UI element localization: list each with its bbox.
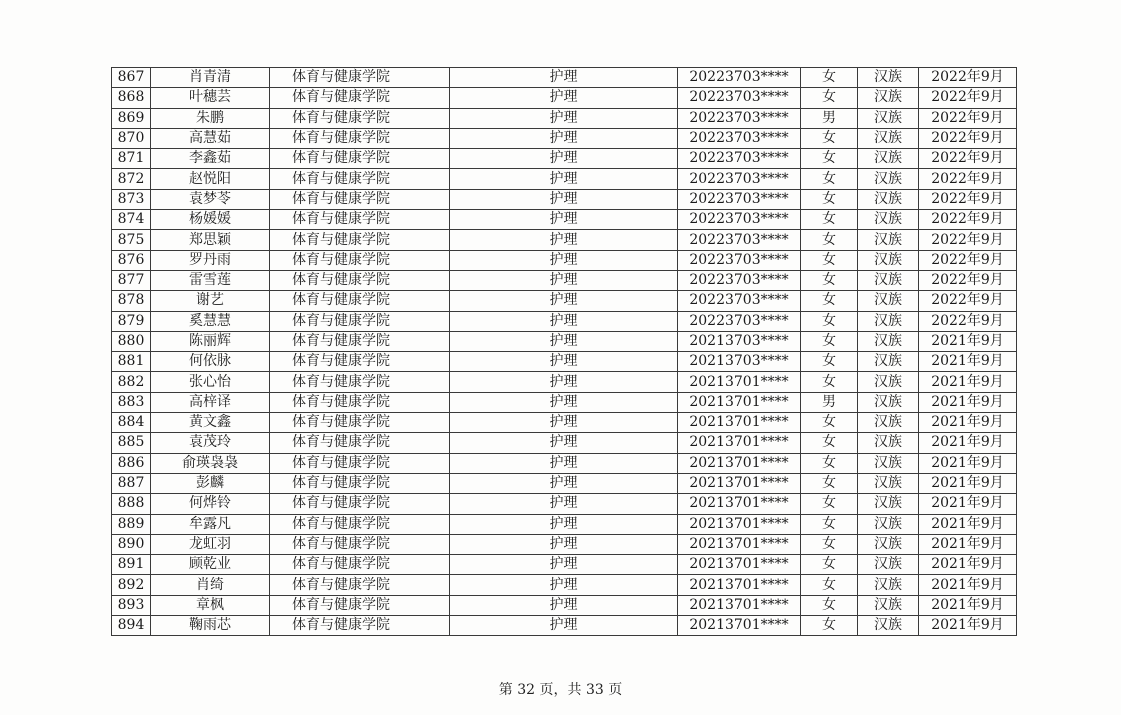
student-id-cell: 20223703**** bbox=[678, 149, 801, 169]
major-name-cell: 护理 bbox=[450, 128, 678, 148]
student-name-cell: 谢艺 bbox=[151, 291, 270, 311]
major-name-cell: 护理 bbox=[450, 210, 678, 230]
gender-cell: 女 bbox=[801, 372, 858, 392]
gender-cell: 女 bbox=[801, 331, 858, 351]
gender-cell: 女 bbox=[801, 230, 858, 250]
ethnicity-cell: 汉族 bbox=[858, 616, 919, 636]
ethnicity-cell: 汉族 bbox=[858, 413, 919, 433]
gender-cell: 男 bbox=[801, 392, 858, 412]
student-name-cell: 高慧茹 bbox=[151, 128, 270, 148]
ethnicity-cell: 汉族 bbox=[858, 128, 919, 148]
table-row bbox=[112, 149, 1017, 169]
student-name-cell: 郑思颖 bbox=[151, 230, 270, 250]
table-row bbox=[112, 473, 1017, 493]
gender-cell: 女 bbox=[801, 473, 858, 493]
enrollment-date-cell: 2021年9月 bbox=[919, 372, 1017, 392]
major-name-cell: 护理 bbox=[450, 169, 678, 189]
ethnicity-cell: 汉族 bbox=[858, 68, 919, 88]
student-name-cell: 彭麟 bbox=[151, 473, 270, 493]
gender-cell: 女 bbox=[801, 575, 858, 595]
gender-cell: 女 bbox=[801, 352, 858, 372]
student-name-cell: 何烨铃 bbox=[151, 494, 270, 514]
row-index-cell: 884 bbox=[112, 413, 151, 433]
major-name-cell: 护理 bbox=[450, 555, 678, 575]
major-name-cell: 护理 bbox=[450, 352, 678, 372]
gender-cell: 女 bbox=[801, 555, 858, 575]
gender-cell: 女 bbox=[801, 88, 858, 108]
gender-cell: 女 bbox=[801, 534, 858, 554]
table-row bbox=[112, 616, 1017, 636]
table-row bbox=[112, 210, 1017, 230]
ethnicity-cell: 汉族 bbox=[858, 372, 919, 392]
row-index-cell: 894 bbox=[112, 616, 151, 636]
enrollment-date-cell: 2021年9月 bbox=[919, 555, 1017, 575]
row-index-cell: 873 bbox=[112, 189, 151, 209]
student-name-cell: 袁梦苓 bbox=[151, 189, 270, 209]
ethnicity-cell: 汉族 bbox=[858, 352, 919, 372]
enrollment-date-cell: 2022年9月 bbox=[919, 210, 1017, 230]
enrollment-date-cell: 2021年9月 bbox=[919, 595, 1017, 615]
row-index-cell: 889 bbox=[112, 514, 151, 534]
student-name-cell: 陈丽辉 bbox=[151, 331, 270, 351]
ethnicity-cell: 汉族 bbox=[858, 514, 919, 534]
college-name-cell: 体育与健康学院 bbox=[270, 210, 450, 230]
college-name-cell: 体育与健康学院 bbox=[270, 88, 450, 108]
gender-cell: 女 bbox=[801, 270, 858, 290]
student-name-cell: 龙虹羽 bbox=[151, 534, 270, 554]
student-id-cell: 20223703**** bbox=[678, 210, 801, 230]
enrollment-date-cell: 2022年9月 bbox=[919, 189, 1017, 209]
gender-cell: 女 bbox=[801, 311, 858, 331]
row-index-cell: 890 bbox=[112, 534, 151, 554]
row-index-cell: 871 bbox=[112, 149, 151, 169]
student-id-cell: 20223703**** bbox=[678, 270, 801, 290]
ethnicity-cell: 汉族 bbox=[858, 210, 919, 230]
major-name-cell: 护理 bbox=[450, 392, 678, 412]
college-name-cell: 体育与健康学院 bbox=[270, 433, 450, 453]
gender-cell: 女 bbox=[801, 514, 858, 534]
row-index-cell: 887 bbox=[112, 473, 151, 493]
enrollment-date-cell: 2021年9月 bbox=[919, 494, 1017, 514]
row-index-cell: 888 bbox=[112, 494, 151, 514]
student-name-cell: 雷雪莲 bbox=[151, 270, 270, 290]
table-row bbox=[112, 453, 1017, 473]
major-name-cell: 护理 bbox=[450, 331, 678, 351]
ethnicity-cell: 汉族 bbox=[858, 494, 919, 514]
row-index-cell: 880 bbox=[112, 331, 151, 351]
row-index-cell: 875 bbox=[112, 230, 151, 250]
enrollment-date-cell: 2021年9月 bbox=[919, 575, 1017, 595]
major-name-cell: 护理 bbox=[450, 230, 678, 250]
college-name-cell: 体育与健康学院 bbox=[270, 291, 450, 311]
student-name-cell: 张心怡 bbox=[151, 372, 270, 392]
student-id-cell: 20213701**** bbox=[678, 555, 801, 575]
table-row bbox=[112, 128, 1017, 148]
table-row bbox=[112, 108, 1017, 128]
gender-cell: 女 bbox=[801, 413, 858, 433]
major-name-cell: 护理 bbox=[450, 149, 678, 169]
table-row bbox=[112, 250, 1017, 270]
row-index-cell: 891 bbox=[112, 555, 151, 575]
enrollment-date-cell: 2021年9月 bbox=[919, 473, 1017, 493]
student-name-cell: 章枫 bbox=[151, 595, 270, 615]
gender-cell: 女 bbox=[801, 595, 858, 615]
enrollment-date-cell: 2022年9月 bbox=[919, 128, 1017, 148]
major-name-cell: 护理 bbox=[450, 189, 678, 209]
ethnicity-cell: 汉族 bbox=[858, 392, 919, 412]
table-row bbox=[112, 291, 1017, 311]
major-name-cell: 护理 bbox=[450, 453, 678, 473]
table-row bbox=[112, 311, 1017, 331]
roster-table bbox=[111, 67, 1017, 636]
table-row bbox=[112, 413, 1017, 433]
enrollment-date-cell: 2022年9月 bbox=[919, 88, 1017, 108]
major-name-cell: 护理 bbox=[450, 88, 678, 108]
student-id-cell: 20213703**** bbox=[678, 331, 801, 351]
student-id-cell: 20213701**** bbox=[678, 413, 801, 433]
row-index-cell: 881 bbox=[112, 352, 151, 372]
college-name-cell: 体育与健康学院 bbox=[270, 169, 450, 189]
enrollment-date-cell: 2021年9月 bbox=[919, 514, 1017, 534]
student-name-cell: 俞瑛袅袅 bbox=[151, 453, 270, 473]
table-row bbox=[112, 392, 1017, 412]
table-row bbox=[112, 230, 1017, 250]
student-id-cell: 20213701**** bbox=[678, 433, 801, 453]
student-id-cell: 20213701**** bbox=[678, 392, 801, 412]
row-index-cell: 879 bbox=[112, 311, 151, 331]
student-id-cell: 20223703**** bbox=[678, 88, 801, 108]
gender-cell: 女 bbox=[801, 210, 858, 230]
row-index-cell: 877 bbox=[112, 270, 151, 290]
row-index-cell: 872 bbox=[112, 169, 151, 189]
student-id-cell: 20223703**** bbox=[678, 230, 801, 250]
student-name-cell: 顾乾业 bbox=[151, 555, 270, 575]
table-row bbox=[112, 595, 1017, 615]
college-name-cell: 体育与健康学院 bbox=[270, 189, 450, 209]
gender-cell: 女 bbox=[801, 189, 858, 209]
enrollment-date-cell: 2022年9月 bbox=[919, 169, 1017, 189]
college-name-cell: 体育与健康学院 bbox=[270, 534, 450, 554]
college-name-cell: 体育与健康学院 bbox=[270, 494, 450, 514]
ethnicity-cell: 汉族 bbox=[858, 453, 919, 473]
student-name-cell: 何依脉 bbox=[151, 352, 270, 372]
gender-cell: 女 bbox=[801, 250, 858, 270]
gender-cell: 女 bbox=[801, 169, 858, 189]
enrollment-date-cell: 2022年9月 bbox=[919, 230, 1017, 250]
student-name-cell: 肖绮 bbox=[151, 575, 270, 595]
gender-cell: 女 bbox=[801, 433, 858, 453]
ethnicity-cell: 汉族 bbox=[858, 534, 919, 554]
major-name-cell: 护理 bbox=[450, 372, 678, 392]
student-name-cell: 牟露凡 bbox=[151, 514, 270, 534]
student-name-cell: 袁茂玲 bbox=[151, 433, 270, 453]
enrollment-date-cell: 2021年9月 bbox=[919, 352, 1017, 372]
table-row bbox=[112, 68, 1017, 88]
gender-cell: 女 bbox=[801, 494, 858, 514]
ethnicity-cell: 汉族 bbox=[858, 230, 919, 250]
student-id-cell: 20223703**** bbox=[678, 128, 801, 148]
student-id-cell: 20223703**** bbox=[678, 250, 801, 270]
college-name-cell: 体育与健康学院 bbox=[270, 453, 450, 473]
ethnicity-cell: 汉族 bbox=[858, 595, 919, 615]
row-index-cell: 867 bbox=[112, 68, 151, 88]
ethnicity-cell: 汉族 bbox=[858, 189, 919, 209]
college-name-cell: 体育与健康学院 bbox=[270, 128, 450, 148]
student-id-cell: 20213701**** bbox=[678, 494, 801, 514]
major-name-cell: 护理 bbox=[450, 575, 678, 595]
table-row bbox=[112, 433, 1017, 453]
roster-table-body bbox=[112, 68, 1017, 636]
table-row bbox=[112, 372, 1017, 392]
college-name-cell: 体育与健康学院 bbox=[270, 372, 450, 392]
table-row bbox=[112, 169, 1017, 189]
row-index-cell: 869 bbox=[112, 108, 151, 128]
ethnicity-cell: 汉族 bbox=[858, 555, 919, 575]
ethnicity-cell: 汉族 bbox=[858, 433, 919, 453]
student-id-cell: 20223703**** bbox=[678, 68, 801, 88]
student-name-cell: 奚慧慧 bbox=[151, 311, 270, 331]
page-footer: 第 32 页，共 33 页 bbox=[498, 682, 623, 698]
college-name-cell: 体育与健康学院 bbox=[270, 108, 450, 128]
college-name-cell: 体育与健康学院 bbox=[270, 230, 450, 250]
gender-cell: 女 bbox=[801, 291, 858, 311]
college-name-cell: 体育与健康学院 bbox=[270, 595, 450, 615]
student-name-cell: 朱鹏 bbox=[151, 108, 270, 128]
major-name-cell: 护理 bbox=[450, 413, 678, 433]
row-index-cell: 885 bbox=[112, 433, 151, 453]
enrollment-date-cell: 2022年9月 bbox=[919, 68, 1017, 88]
student-id-cell: 20213701**** bbox=[678, 595, 801, 615]
college-name-cell: 体育与健康学院 bbox=[270, 331, 450, 351]
enrollment-date-cell: 2021年9月 bbox=[919, 413, 1017, 433]
major-name-cell: 护理 bbox=[450, 68, 678, 88]
ethnicity-cell: 汉族 bbox=[858, 311, 919, 331]
enrollment-date-cell: 2022年9月 bbox=[919, 291, 1017, 311]
row-index-cell: 893 bbox=[112, 595, 151, 615]
table-row bbox=[112, 352, 1017, 372]
row-index-cell: 874 bbox=[112, 210, 151, 230]
college-name-cell: 体育与健康学院 bbox=[270, 392, 450, 412]
enrollment-date-cell: 2021年9月 bbox=[919, 453, 1017, 473]
student-id-cell: 20213701**** bbox=[678, 372, 801, 392]
enrollment-date-cell: 2021年9月 bbox=[919, 331, 1017, 351]
college-name-cell: 体育与健康学院 bbox=[270, 555, 450, 575]
major-name-cell: 护理 bbox=[450, 311, 678, 331]
major-name-cell: 护理 bbox=[450, 270, 678, 290]
enrollment-date-cell: 2021年9月 bbox=[919, 392, 1017, 412]
gender-cell: 女 bbox=[801, 453, 858, 473]
student-name-cell: 肖青清 bbox=[151, 68, 270, 88]
college-name-cell: 体育与健康学院 bbox=[270, 311, 450, 331]
college-name-cell: 体育与健康学院 bbox=[270, 149, 450, 169]
enrollment-date-cell: 2022年9月 bbox=[919, 149, 1017, 169]
row-index-cell: 876 bbox=[112, 250, 151, 270]
student-id-cell: 20223703**** bbox=[678, 169, 801, 189]
row-index-cell: 883 bbox=[112, 392, 151, 412]
college-name-cell: 体育与健康学院 bbox=[270, 270, 450, 290]
major-name-cell: 护理 bbox=[450, 108, 678, 128]
major-name-cell: 护理 bbox=[450, 595, 678, 615]
table-row bbox=[112, 534, 1017, 554]
table-row bbox=[112, 189, 1017, 209]
college-name-cell: 体育与健康学院 bbox=[270, 514, 450, 534]
student-name-cell: 赵悦阳 bbox=[151, 169, 270, 189]
college-name-cell: 体育与健康学院 bbox=[270, 473, 450, 493]
enrollment-date-cell: 2021年9月 bbox=[919, 433, 1017, 453]
student-name-cell: 黄文鑫 bbox=[151, 413, 270, 433]
enrollment-date-cell: 2022年9月 bbox=[919, 270, 1017, 290]
row-index-cell: 892 bbox=[112, 575, 151, 595]
enrollment-date-cell: 2021年9月 bbox=[919, 534, 1017, 554]
major-name-cell: 护理 bbox=[450, 534, 678, 554]
row-index-cell: 886 bbox=[112, 453, 151, 473]
enrollment-date-cell: 2021年9月 bbox=[919, 616, 1017, 636]
major-name-cell: 护理 bbox=[450, 514, 678, 534]
student-id-cell: 20213701**** bbox=[678, 534, 801, 554]
gender-cell: 女 bbox=[801, 68, 858, 88]
major-name-cell: 护理 bbox=[450, 250, 678, 270]
student-name-cell: 罗丹雨 bbox=[151, 250, 270, 270]
student-name-cell: 鞠雨芯 bbox=[151, 616, 270, 636]
student-name-cell: 叶穗芸 bbox=[151, 88, 270, 108]
ethnicity-cell: 汉族 bbox=[858, 108, 919, 128]
row-index-cell: 870 bbox=[112, 128, 151, 148]
student-name-cell: 李鑫茹 bbox=[151, 149, 270, 169]
table-row bbox=[112, 514, 1017, 534]
enrollment-date-cell: 2022年9月 bbox=[919, 108, 1017, 128]
ethnicity-cell: 汉族 bbox=[858, 270, 919, 290]
enrollment-date-cell: 2022年9月 bbox=[919, 250, 1017, 270]
college-name-cell: 体育与健康学院 bbox=[270, 68, 450, 88]
table-row bbox=[112, 88, 1017, 108]
enrollment-date-cell: 2022年9月 bbox=[919, 311, 1017, 331]
ethnicity-cell: 汉族 bbox=[858, 291, 919, 311]
table-row bbox=[112, 331, 1017, 351]
student-name-cell: 高梓译 bbox=[151, 392, 270, 412]
row-index-cell: 882 bbox=[112, 372, 151, 392]
ethnicity-cell: 汉族 bbox=[858, 331, 919, 351]
student-id-cell: 20213701**** bbox=[678, 575, 801, 595]
student-name-cell: 杨媛媛 bbox=[151, 210, 270, 230]
student-id-cell: 20223703**** bbox=[678, 108, 801, 128]
ethnicity-cell: 汉族 bbox=[858, 149, 919, 169]
table-row bbox=[112, 575, 1017, 595]
student-id-cell: 20213703**** bbox=[678, 352, 801, 372]
ethnicity-cell: 汉族 bbox=[858, 169, 919, 189]
table-row bbox=[112, 494, 1017, 514]
student-id-cell: 20213701**** bbox=[678, 514, 801, 534]
student-id-cell: 20223703**** bbox=[678, 189, 801, 209]
table-row bbox=[112, 555, 1017, 575]
student-id-cell: 20213701**** bbox=[678, 616, 801, 636]
college-name-cell: 体育与健康学院 bbox=[270, 352, 450, 372]
ethnicity-cell: 汉族 bbox=[858, 473, 919, 493]
row-index-cell: 868 bbox=[112, 88, 151, 108]
student-id-cell: 20223703**** bbox=[678, 311, 801, 331]
gender-cell: 男 bbox=[801, 108, 858, 128]
ethnicity-cell: 汉族 bbox=[858, 250, 919, 270]
major-name-cell: 护理 bbox=[450, 616, 678, 636]
college-name-cell: 体育与健康学院 bbox=[270, 575, 450, 595]
student-id-cell: 20223703**** bbox=[678, 291, 801, 311]
major-name-cell: 护理 bbox=[450, 494, 678, 514]
gender-cell: 女 bbox=[801, 128, 858, 148]
college-name-cell: 体育与健康学院 bbox=[270, 250, 450, 270]
ethnicity-cell: 汉族 bbox=[858, 88, 919, 108]
major-name-cell: 护理 bbox=[450, 473, 678, 493]
student-id-cell: 20213701**** bbox=[678, 473, 801, 493]
major-name-cell: 护理 bbox=[450, 291, 678, 311]
major-name-cell: 护理 bbox=[450, 433, 678, 453]
gender-cell: 女 bbox=[801, 616, 858, 636]
ethnicity-cell: 汉族 bbox=[858, 575, 919, 595]
college-name-cell: 体育与健康学院 bbox=[270, 616, 450, 636]
college-name-cell: 体育与健康学院 bbox=[270, 413, 450, 433]
table-row bbox=[112, 270, 1017, 290]
gender-cell: 女 bbox=[801, 149, 858, 169]
student-id-cell: 20213701**** bbox=[678, 453, 801, 473]
row-index-cell: 878 bbox=[112, 291, 151, 311]
